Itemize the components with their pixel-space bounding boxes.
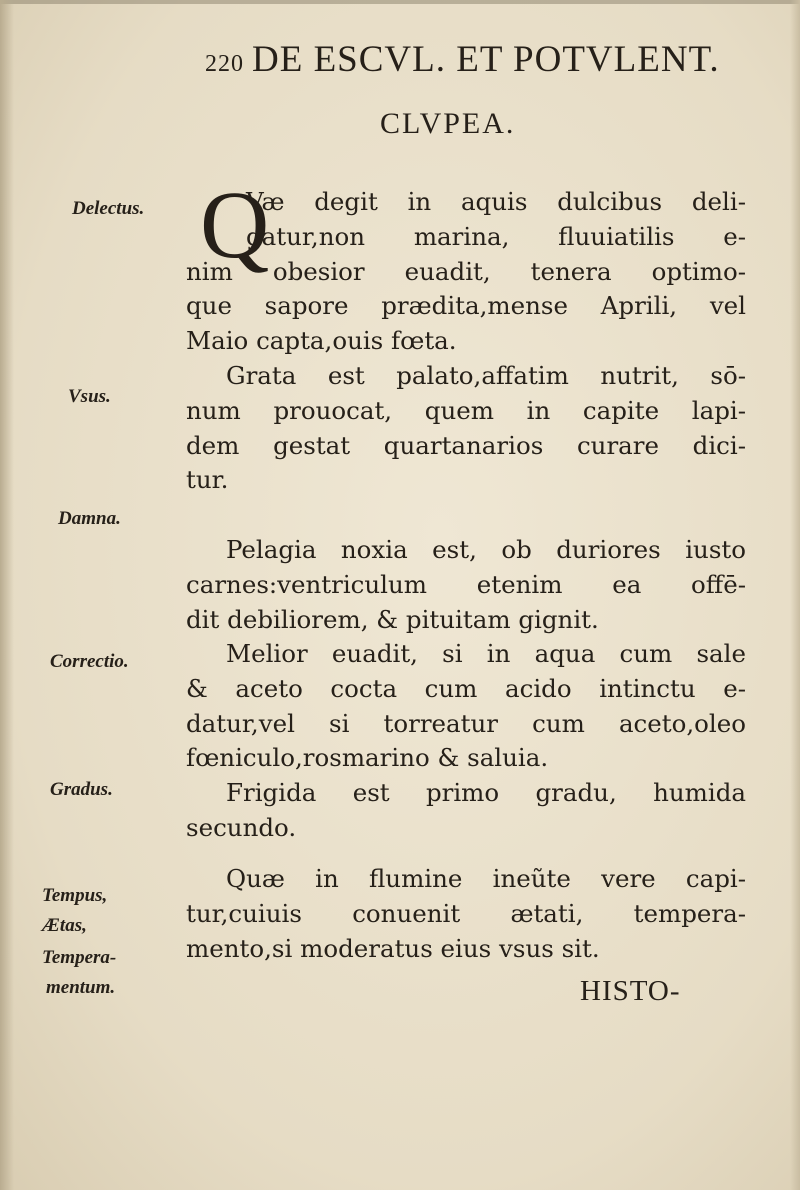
- margin-note-delectus: Delectus.: [72, 198, 145, 219]
- text-line: nim obesior euadit, tenera optimo-: [186, 256, 746, 286]
- margin-note-tempera: Tempera-: [42, 947, 117, 968]
- catchword: HISTO-: [580, 975, 681, 1007]
- text-line: Maio capta,ouis fœta.: [186, 326, 457, 356]
- margin-note-mentum: mentum.: [46, 977, 116, 998]
- text-line: dit debiliorem, & pituitam gignit.: [186, 604, 599, 634]
- text-line: Quæ in flumine ineũte vere capi-: [226, 864, 746, 893]
- text-line: Grata est palato,affatim nutrit, sō-: [226, 361, 746, 390]
- text-line: Pelagia noxia est, ob duriores iusto: [226, 535, 746, 564]
- text-line: carnes:ventriculum etenim ea offē-: [186, 569, 746, 599]
- text-line: & aceto cocta cum acido intinctu e-: [186, 673, 746, 703]
- gutter-shadow: [0, 0, 14, 1190]
- text-line: tur,cuiuis conuenit ætati, tempera-: [186, 898, 746, 928]
- paragraph-5: [186, 776, 746, 846]
- page-number: 220: [205, 51, 244, 77]
- margin-note-aetas: Ætas,: [42, 915, 87, 936]
- text-line: mento,si moderatus eius vsus sit.: [186, 933, 600, 963]
- margin-note-damna: Damna.: [58, 508, 121, 529]
- running-head: [205, 38, 720, 81]
- section-title: CLVPEA.: [380, 107, 516, 140]
- text-line: dem gestat quartanarios curare dici-: [186, 430, 746, 460]
- text-line: datur,vel si torreatur cum aceto,oleo: [186, 708, 746, 738]
- paragraph-2: [186, 359, 746, 498]
- text-line: num prouocat, quem in capite lapi-: [186, 395, 746, 425]
- text-line: tur.: [186, 465, 229, 495]
- text-line: que sapore prædita,mense Aprili, vel: [186, 291, 746, 321]
- margin-note-correctio: Correctio.: [50, 651, 129, 672]
- paragraph-4: [186, 637, 746, 776]
- text-line: Melior euadit, si in aqua cum sale: [226, 639, 746, 668]
- paragraph-3: [186, 533, 746, 637]
- margin-note-gradus: Gradus.: [50, 779, 113, 800]
- margin-note-tempus: Tempus,: [42, 885, 108, 906]
- paragraph-1: [186, 185, 746, 359]
- text-line: Væ degit in aquis dulcibus deli-: [246, 187, 746, 216]
- paragraph-6: [186, 862, 746, 966]
- fore-edge-shadow: [790, 0, 800, 1190]
- text-line: gatur,non marina, fluuiatilis e-: [246, 221, 746, 251]
- text-line: Frigida est primo gradu, humida: [226, 778, 746, 807]
- top-edge-shadow: [0, 0, 800, 4]
- drop-cap: Q: [200, 171, 270, 278]
- text-line: fœniculo,rosmarino & saluia.: [186, 743, 549, 773]
- margin-note-usus: Vsus.: [68, 386, 111, 407]
- running-title: DE ESCVL. ET POTVLENT.: [252, 39, 720, 80]
- text-line: secundo.: [186, 812, 297, 842]
